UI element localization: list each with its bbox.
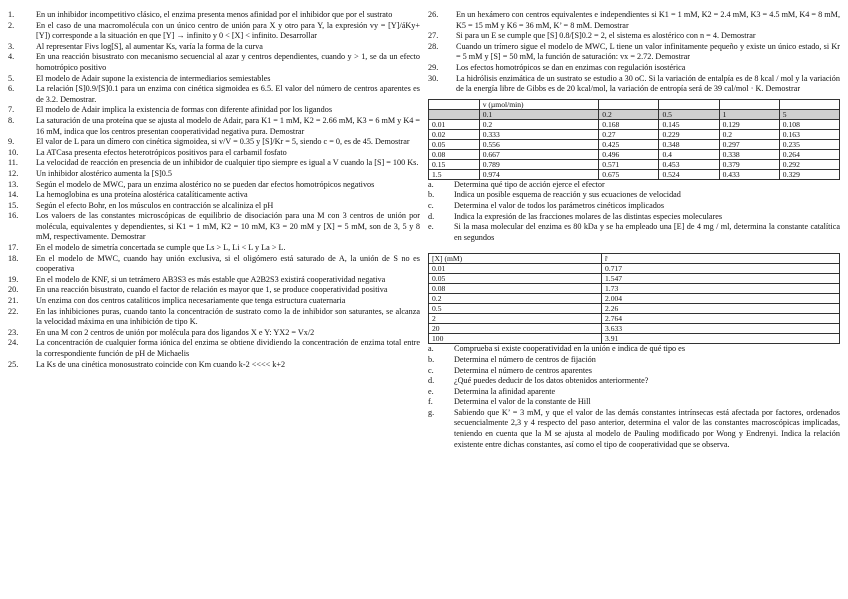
question-item-text: Al representar Fivs log[S], al aumentar Ks, varía la forma de la curva (36, 41, 263, 51)
table-cell: 0.01 (429, 264, 602, 274)
question-item (428, 10, 840, 31)
subquestion-item (428, 355, 840, 366)
question-item (8, 10, 420, 21)
table-cell: 0.974 (479, 169, 599, 179)
question-item (8, 328, 420, 339)
question-item-number: 17. (8, 243, 19, 253)
table-cell: 0.329 (779, 169, 839, 179)
question-item-number: 7. (8, 105, 15, 115)
subquestion-item-number: d. (428, 211, 435, 221)
subquestion-item-number: f. (428, 397, 433, 407)
table-row (429, 274, 840, 284)
question-item-text: En las inhibiciones puras, cuando tanto la concentración de sustrato como la de inhibidor son saturantes, se alcanza la velocidad máxima en una inhibición de tipo K. (36, 306, 420, 327)
subquestion-item (428, 344, 840, 355)
table-cell: 0.338 (719, 149, 779, 159)
question-item-text: Un enzima con dos centros catalíticos implica necesariamente que tenga estructura cuaternaria (36, 296, 346, 306)
subquestion-item (428, 366, 840, 377)
table-cell: 0.292 (779, 159, 839, 169)
question-item-number: 1. (8, 10, 15, 19)
question-item-number: 13. (8, 179, 19, 189)
question-item-text: Según el efecto Bohr, en los músculos en contracción se alcaliniza el pH (36, 200, 274, 210)
question-item-text: Un inhibidor alostérico aumenta la [S]0.5 (36, 168, 172, 178)
table-header-cell (659, 99, 719, 109)
table-row (429, 119, 840, 129)
table-cell: 0.163 (779, 129, 839, 139)
subquestion-item-number: a. (428, 179, 434, 189)
table-cell: 2.004 (602, 294, 840, 304)
question-item-text: En el modelo de MWC, cuando hay unión exclusiva, si el oligómero está saturado de A, la unión de S no es cooperativa (36, 253, 420, 274)
question-item (8, 211, 420, 243)
question-item-text: En el caso de una macromolécula con un único centro de unión para X y otro para Y, la expresión vy = [Y]/áKy+[Y]) corresponde a la situación en que [Y] → infinito y 0 < [X] < infinito. Desarrollar (36, 20, 420, 41)
subquestion-item-text: Determina la afinidad aparente (454, 386, 556, 396)
question-item-number: 29. (428, 62, 439, 72)
subquestion-item-text: Determina el número de centros aparentes (454, 365, 592, 375)
question-item-text: La relación [S]0.9/[S]0.1 para un enzima con cinética sigmoidea es 6.5. El valor del número de centros aparentes es de 3.2. Demostrar. (36, 84, 420, 104)
table-header-cell: 5 (779, 109, 839, 119)
question-item-number: 30. (428, 73, 439, 83)
velocity-data-table (428, 99, 840, 180)
table-cell: 0.08 (429, 284, 602, 294)
table-row (429, 294, 840, 304)
question-item-number: 10. (8, 147, 19, 157)
subquestion-item (428, 190, 840, 201)
question-item (8, 42, 420, 53)
question-item-text: En una reacción bisustrato, cuando el factor de relación es mayor que 1, se produce cooperatividad positiva (36, 285, 388, 295)
question-item-number: 27. (428, 31, 439, 41)
subquestion-item (428, 397, 840, 408)
subquestion-item (428, 212, 840, 223)
table-row (429, 304, 840, 314)
question-item-number: 24. (8, 338, 19, 348)
table-header-cell: 0.1 (479, 109, 599, 119)
question-item-text: En el modelo de simetría concertada se cumple que Ls > L, Li < L y La > L. (36, 243, 286, 253)
table-cell: 100 (429, 334, 602, 344)
table-cell: 0.145 (659, 119, 719, 129)
question-item-text: Los efectos homotrópicos se dan en enzimas con regulación isostérica (456, 62, 686, 72)
subquestion-item (428, 180, 840, 191)
question-list-right (428, 10, 840, 95)
question-item-text: La velocidad de reacción en presencia de un inhibidor de cualquier tipo siempre es igual a V cuando la [S] = 100 Ks. (36, 158, 419, 168)
table-row (429, 324, 840, 334)
table-row (429, 149, 840, 159)
question-item-text: En un inhibidor incompetitivo clásico, el enzima presenta menos afinidad por el inhibidor que por el sustrato (36, 10, 393, 19)
question-item-text: El modelo de Adair supone la existencia de intermediarios semiestables (36, 73, 271, 83)
table-header-row (429, 99, 840, 109)
question-item-text: La hidrólisis enzimática de un sustrato se estudio a 30 oC. Si la variación de entalpía es de 8 kcal / mol y la variación de la energía libre de Gibbs es de 20 kcal/mol, la variación de entropía será de 39 cal/mol · K. Demostrar (456, 73, 840, 94)
subquestion-item-number: c. (428, 200, 434, 210)
question-item (8, 190, 420, 201)
table-row (429, 159, 840, 169)
table-cell: 0.453 (659, 159, 719, 169)
subquestion-item-text: Indica la expresión de las fracciones molares de las distintas especies moleculares (454, 211, 723, 221)
subquestion-item-text: Indica un posible esquema de reacción y sus ecuaciones de velocidad (454, 190, 681, 200)
table-cell: 0.01 (429, 119, 480, 129)
question-list-left (8, 10, 420, 370)
question-item-number: 14. (8, 190, 19, 200)
table-cell: 0.27 (599, 129, 659, 139)
question-item-number: 25. (8, 359, 19, 369)
question-item-text: En un hexámero con centros equivalentes e independientes si K1 = 1 mM, K2 = 2.4 mM, K3 = 4.5 mM, K4 = 8 mM, K5 = 15 mM y K6 = 36 mM, K’ = 8 mM. Demostrar (456, 10, 840, 30)
subquestion-item-text: Determina el valor de todos los parámetros cinéticos implicados (454, 200, 665, 210)
subquestion-item-text: Si la masa molecular del enzima es 80 kDa y se ha empleado una [E] de 4 mg / ml, determina la constante catalítica en segundos (454, 222, 840, 242)
question-item (428, 63, 840, 74)
table-cell: 20 (429, 324, 602, 334)
subquestion-item (428, 376, 840, 387)
subquestion-item-text: ¿Qué puedes deducir de los datos obtenidos anteriormente? (454, 376, 649, 386)
question-item-number: 11. (8, 158, 18, 168)
table-header-cell (429, 109, 480, 119)
subquestion-item (428, 408, 840, 450)
table-row (429, 314, 840, 324)
question-item (8, 105, 420, 116)
question-item-number: 6. (8, 84, 15, 94)
table-cell: 0.2 (479, 119, 599, 129)
table-cell: 0.05 (429, 139, 480, 149)
table-cell: 0.717 (602, 264, 840, 274)
subquestion-item-text: Determina el valor de la constante de Hill (454, 397, 591, 407)
table-cell: 0.524 (659, 169, 719, 179)
question-item-text: En el modelo de KNF, si un tetrámero AB3S3 es más estable que A2B2S3 existirá cooperatividad negativa (36, 274, 386, 284)
table-cell: 0.425 (599, 139, 659, 149)
question-item-number: 3. (8, 41, 15, 51)
table-cell: 0.571 (599, 159, 659, 169)
question-item-text: La saturación de una proteína que se ajusta al modelo de Adair, para K1 = 1 mM, K2 = 2.66 mM, K3 = 6 mM y K4 = 16 mM, indica que los centros presentan cooperatividad negativa pura. Demostrar (36, 115, 420, 136)
table-cell: 0.168 (599, 119, 659, 129)
right-column (428, 10, 840, 450)
table1-subquestions (428, 180, 840, 244)
question-item-number: 4. (8, 52, 15, 62)
table-cell: 0.379 (719, 159, 779, 169)
table-cell: 2.26 (602, 304, 840, 314)
table-cell: 0.4 (659, 149, 719, 159)
question-item-number: 19. (8, 274, 19, 284)
question-item (8, 148, 420, 159)
question-item-number: 8. (8, 115, 15, 125)
table-cell: 0.264 (779, 149, 839, 159)
question-item-text: Los valoers de las constantes microscópicas de equilibrio de disociación para una M con 3 centros de unión por molécula, equivalentes y dependientes, si K1 = 1 mM, K2 = 10 mM, K3 = 20 mM y [X] = 5 mM, son de 3, 5 y 8 mM, respectivamente. Demostrar (36, 211, 420, 242)
table-row (429, 334, 840, 344)
subquestion-item-text: Determina el número de centros de fijación (454, 354, 596, 364)
question-item (8, 275, 420, 286)
table-cell: 3.91 (602, 334, 840, 344)
table-cell: 0.333 (479, 129, 599, 139)
question-item (8, 137, 420, 148)
question-item (8, 169, 420, 180)
question-item-number: 2. (8, 20, 15, 30)
question-item (8, 243, 420, 254)
table-cell: 0.556 (479, 139, 599, 149)
question-item (8, 21, 420, 42)
question-item (8, 52, 420, 73)
question-item (8, 84, 420, 105)
subquestion-item (428, 387, 840, 398)
table-cell: 2 (429, 314, 602, 324)
question-item (8, 360, 420, 371)
question-item (8, 158, 420, 169)
table-cell: 0.229 (659, 129, 719, 139)
table-row (429, 139, 840, 149)
table-header-cell (429, 99, 480, 109)
question-item-number: 21. (8, 296, 19, 306)
question-item (8, 74, 420, 85)
table-cell: 0.496 (599, 149, 659, 159)
question-item (8, 201, 420, 212)
table-header-row (429, 109, 840, 119)
subquestion-item (428, 222, 840, 243)
table-cell: 0.789 (479, 159, 599, 169)
table-row (429, 169, 840, 179)
table-cell: 1.5 (429, 169, 480, 179)
question-item-text: El valor de L para un dímero con cinética sigmoidea, si v/V = 0.35 y [S]/Kr = 5, siendo c = 0, es de 45. Demostrar (36, 137, 410, 147)
table-cell: 0.2 (719, 129, 779, 139)
subquestion-item-number: e. (428, 386, 434, 396)
table-cell: 0.2 (429, 294, 602, 304)
question-item (8, 116, 420, 137)
question-item-number: 28. (428, 41, 439, 51)
table-header-cell: [X] (mM) (429, 254, 602, 264)
question-item-number: 12. (8, 168, 19, 178)
question-item (8, 307, 420, 328)
question-item-text: En una reacción bisustrato con mecanismo secuencial al azar y centros dependientes, cuando y > 1, se da un efecto homotrópico positivo (36, 52, 420, 72)
question-item-number: 22. (8, 306, 19, 316)
table-cell: 0.235 (779, 139, 839, 149)
subquestion-item-number: d. (428, 376, 435, 386)
table-cell: 0.108 (779, 119, 839, 129)
table-cell: 0.667 (479, 149, 599, 159)
question-item-number: 15. (8, 200, 19, 210)
subquestion-item-number: e. (428, 222, 434, 232)
question-item-number: 9. (8, 137, 15, 147)
table-row (429, 264, 840, 274)
question-item-number: 18. (8, 253, 19, 263)
table-header-row (429, 254, 840, 264)
subquestion-item-number: g. (428, 407, 435, 417)
subquestion-item-text: Determina qué tipo de acción ejerce el efector (454, 179, 605, 189)
table-cell: 0.675 (599, 169, 659, 179)
saturation-data-table (428, 253, 840, 344)
table-cell: 0.5 (429, 304, 602, 314)
question-item (8, 296, 420, 307)
table-cell: 2.764 (602, 314, 840, 324)
table-cell: 0.05 (429, 274, 602, 284)
table-cell: 0.433 (719, 169, 779, 179)
question-item-number: 23. (8, 327, 19, 337)
table-header-cell: 1 (719, 109, 779, 119)
question-item (8, 285, 420, 296)
table-cell: 0.08 (429, 149, 480, 159)
question-item-text: La hemoglobina es una proteína alostérica catalíticamente activa (36, 190, 248, 200)
subquestion-item-number: b. (428, 190, 435, 200)
table-cell: 0.348 (659, 139, 719, 149)
subquestion-item-number: b. (428, 354, 435, 364)
question-item-text: En una M con 2 centros de unión por molécula para dos ligandos X e Y: YX2 = Vx/2 (36, 327, 315, 337)
table2-subquestions (428, 344, 840, 450)
left-column (8, 10, 420, 370)
table-cell: 0.297 (719, 139, 779, 149)
subquestion-item-number: a. (428, 344, 434, 354)
table-header-cell: ř (602, 254, 840, 264)
table-header-cell (599, 99, 659, 109)
subquestion-item (428, 201, 840, 212)
table-header-cell: 0.5 (659, 109, 719, 119)
question-item (428, 42, 840, 63)
question-item-number: 26. (428, 10, 439, 19)
question-item-text: Según el modelo de MWC, para un enzima alostérico no se pueden dar efectos homotrópicos negativos (36, 179, 375, 189)
subquestion-item-text: Comprueba si existe cooperatividad en la unión e indica de qué tipo es (454, 344, 686, 354)
question-item (8, 254, 420, 275)
question-item-number: 5. (8, 73, 15, 83)
subquestion-item-number: c. (428, 365, 434, 375)
table-cell: 1.73 (602, 284, 840, 294)
table-row (429, 129, 840, 139)
table-header-cell: v (µmol/min) (479, 99, 599, 109)
question-item-text: La ATCasa presenta efectos heterotrópicos positivos para el carbamil fosfato (36, 147, 287, 157)
question-item (8, 338, 420, 359)
table-cell: 3.633 (602, 324, 840, 334)
question-item (8, 180, 420, 191)
question-item (428, 31, 840, 42)
question-item-number: 20. (8, 285, 19, 295)
question-item-text: Cuando un trímero sigue el modelo de MWC, L tiene un valor infinitamente pequeño y existe un único estado, si Kr = 5 mM y [S] = 50 mM, la función de saturación: vx = 2.72. Demostrar (456, 41, 840, 62)
question-item-text: Si para un E se cumple que [S] 0.8/[S]0.2 = 2, el sistema es alostérico con n = 4. Demostrar (456, 31, 756, 41)
question-item (428, 74, 840, 95)
question-item-text: La concentración de cualquier forma iónica del enzima se obtiene dividiendo la concentración de enzima total entre la correspondiente función de pH de Michaelis (36, 338, 420, 358)
table-header-cell (719, 99, 779, 109)
question-item-text: El modelo de Adair implica la existencia de formas con diferente afinidad por los ligandos (36, 105, 333, 115)
table-cell: 1.547 (602, 274, 840, 284)
table-header-cell: 0.2 (599, 109, 659, 119)
question-item-text: La Ks de una cinética monosustrato coincide con Km cuando k-2 <<<< k+2 (36, 359, 286, 369)
table-cell: 0.15 (429, 159, 480, 169)
subquestion-item-text: Sabiendo que K’ = 3 mM, y que el valor de las demás constantes intrínsecas está afectada por factores, ordenados secuencialmente 2,3 y 4 respecto del paso anterior, determina el valor de las constantes macroscópicas implicadas, teniendo en cuenta que la M se ajusta al modelo de Pauling modificado por Wong y Endrenyi. Indica la relación existente entre dichas constantes, así como el tipo de cooperatividad que se observa. (454, 407, 840, 449)
table-cell: 0.129 (719, 119, 779, 129)
question-item-number: 16. (8, 211, 19, 221)
table-cell: 0.02 (429, 129, 480, 139)
table-header-cell (779, 99, 839, 109)
table-row (429, 284, 840, 294)
